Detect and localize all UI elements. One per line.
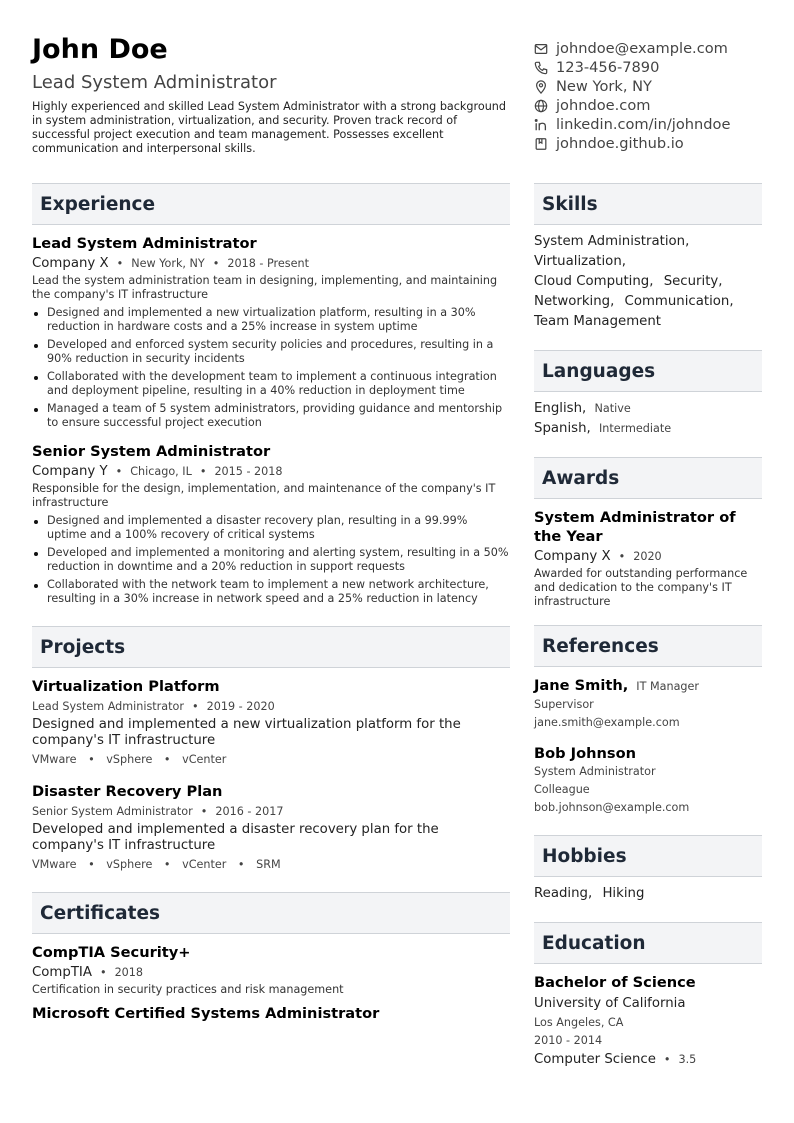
project-tag: VMware — [32, 753, 77, 766]
job-meta — [32, 464, 510, 480]
certificate-description: Certification in security practices and risk management — [32, 983, 344, 996]
contact-github-text: johndoe.github.io — [556, 135, 684, 152]
project-description: Designed and implemented a new virtualization platform for the company's IT infrastructure — [32, 717, 461, 748]
project-meta — [32, 804, 510, 820]
separator-dot: • — [88, 753, 95, 766]
skill-item: Communication, — [624, 294, 734, 309]
job-dates: 2018 - Present — [227, 257, 309, 270]
skill-item: Security, — [663, 274, 723, 289]
project-description: Developed and implemented a disaster recovery plan for the company's IT infrastructure — [32, 822, 439, 853]
map-pin-icon — [534, 80, 548, 94]
bookmark-icon — [534, 137, 548, 151]
awards-heading: Awards — [534, 457, 762, 499]
certificate-title: Microsoft Certified Systems Administrator — [32, 1005, 380, 1022]
project-role: Lead System Administrator — [32, 700, 184, 713]
profile-summary: Highly experienced and skilled Lead System Administrator with a strong background in system administration, virtualization, and security. Proven track record of successful project execution and team management. Possesses excellent communication and interpersonal skills. — [32, 100, 506, 155]
separator-dot: • — [199, 465, 207, 478]
education-degree: Bachelor of Science — [534, 974, 696, 991]
contact-location-text: New York, NY — [556, 78, 652, 95]
reference-relation: Colleague — [534, 783, 590, 796]
certificate-entry — [32, 944, 510, 997]
project-tag: vCenter — [182, 753, 227, 766]
project-tag: VMware — [32, 858, 77, 871]
project-tag: vCenter — [182, 858, 227, 871]
reference-name: Jane Smith, — [534, 677, 629, 694]
certificate-issuer: CompTIA — [32, 965, 92, 980]
award-issuer: Company X — [534, 549, 611, 564]
education-field: Computer Science — [534, 1052, 656, 1067]
separator-dot: • — [212, 257, 220, 270]
job-bullets — [32, 306, 510, 430]
language-item — [534, 419, 762, 439]
education-entry — [534, 974, 762, 1068]
globe-icon — [534, 99, 548, 113]
resume-header — [32, 34, 510, 156]
job-summary: Lead the system administration team in designing, implementing, and maintaining the company's IT infrastructure — [32, 274, 498, 301]
job-location: New York, NY — [131, 257, 205, 270]
education-gpa: 3.5 — [678, 1053, 697, 1066]
right-column — [534, 183, 762, 1068]
job-bullet: Designed and implemented a new virtualization platform, resulting in a 30% reduction in hardware costs and a 25% increase in system uptime — [32, 306, 510, 334]
job-company: Company Y — [32, 464, 108, 479]
project-entry — [32, 678, 510, 768]
job-title: Senior System Administrator — [32, 443, 271, 460]
project-title: Virtualization Platform — [32, 678, 220, 695]
certificates-heading: Certificates — [32, 892, 510, 934]
education-heading: Education — [534, 922, 762, 964]
reference-email[interactable]: bob.johnson@example.com — [534, 801, 690, 814]
job-bullet: Designed and implemented a disaster recovery plan, resulting in a 99.99% uptime and a 100% recovery of critical systems — [32, 514, 510, 542]
contact-list — [534, 39, 784, 153]
reference-position: IT Manager — [636, 680, 700, 693]
candidate-role: Lead System Administrator — [32, 72, 277, 93]
award-title: System Administrator of the Year — [534, 509, 736, 545]
job-bullet: Developed and implemented a monitoring and alerting system, resulting in a 50% reduction in downtime and a 20% reduction in support requests — [32, 546, 510, 574]
hobby-item: Reading, — [534, 886, 593, 901]
skills-list — [534, 232, 762, 332]
contact-location — [534, 77, 784, 96]
reference-entry — [534, 677, 762, 732]
skill-item: Virtualization, — [534, 254, 626, 269]
language-name: Spanish, — [534, 421, 591, 436]
hobbies-heading: Hobbies — [534, 835, 762, 877]
job-title: Lead System Administrator — [32, 235, 257, 252]
contact-linkedin-text: linkedin.com/in/johndoe — [556, 116, 731, 133]
certificate-entry — [32, 1005, 510, 1023]
skills-heading: Skills — [534, 183, 762, 225]
contact-github[interactable] — [534, 134, 784, 153]
job-bullet: Collaborated with the development team to implement a continuous integration and deployment pipeline, resulting in a 40% reduction in deployment time — [32, 370, 510, 398]
reference-entry — [534, 745, 762, 817]
project-dates: 2016 - 2017 — [215, 805, 284, 818]
project-meta — [32, 699, 510, 715]
references-heading: References — [534, 625, 762, 667]
separator-dot: • — [191, 700, 199, 713]
project-tags — [32, 857, 510, 873]
project-tag: vSphere — [106, 858, 153, 871]
experience-entry — [32, 443, 510, 606]
contact-email-text: johndoe@example.com — [556, 40, 728, 57]
project-role: Senior System Administrator — [32, 805, 193, 818]
certificate-year: 2018 — [114, 966, 144, 979]
job-location: Chicago, IL — [130, 465, 192, 478]
award-year: 2020 — [633, 550, 662, 563]
education-dates: 2010 - 2014 — [534, 1034, 603, 1047]
project-entry — [32, 783, 510, 873]
job-summary: Responsible for the design, implementation, and maintenance of the company's IT infrastructure — [32, 482, 496, 509]
job-bullets — [32, 514, 510, 606]
certificate-title: CompTIA Security+ — [32, 944, 191, 961]
candidate-name: John Doe — [32, 34, 168, 65]
separator-dot: • — [116, 257, 124, 270]
job-dates: 2015 - 2018 — [214, 465, 283, 478]
separator-dot: • — [663, 1053, 671, 1066]
contact-phone-text: 123-456-7890 — [556, 59, 660, 76]
separator-dot: • — [163, 858, 171, 871]
separator-dot: • — [163, 753, 171, 766]
hobbies-list — [534, 884, 762, 904]
job-meta — [32, 256, 510, 272]
project-tags — [32, 752, 510, 768]
job-company: Company X — [32, 256, 109, 271]
award-meta — [534, 549, 762, 565]
mail-icon — [534, 42, 548, 56]
contact-website-text: johndoe.com — [556, 97, 651, 114]
award-entry — [534, 508, 762, 609]
language-name: English, — [534, 401, 587, 416]
project-tag: vSphere — [106, 753, 153, 766]
reference-email[interactable]: jane.smith@example.com — [534, 716, 680, 729]
contact-linkedin[interactable] — [534, 115, 784, 134]
experience-heading: Experience — [32, 183, 510, 225]
project-dates: 2019 - 2020 — [206, 700, 275, 713]
skill-item: System Administration, — [534, 234, 690, 249]
left-column — [32, 183, 510, 1023]
job-bullet: Developed and enforced system security policies and procedures, resulting in a 90% reduction in security incidents — [32, 338, 510, 366]
language-item — [534, 399, 762, 419]
contact-website[interactable] — [534, 96, 784, 115]
job-bullet: Collaborated with the network team to implement a new network architecture, resulting in a 30% increase in network speed and a 25% reduction in latency — [32, 578, 510, 606]
certificate-meta — [32, 965, 510, 981]
skill-item: Networking, — [534, 294, 615, 309]
languages-heading: Languages — [534, 350, 762, 392]
language-level: Intermediate — [598, 422, 672, 435]
education-school: University of California — [534, 996, 686, 1011]
projects-heading: Projects — [32, 626, 510, 668]
separator-dot: • — [88, 858, 95, 871]
project-tag: SRM — [256, 858, 281, 871]
reference-header — [534, 677, 762, 696]
skill-item: Team Management — [534, 314, 661, 329]
award-description: Awarded for outstanding performance and dedication to the company's IT infrastructure — [534, 567, 748, 608]
separator-dot: • — [99, 966, 107, 979]
education-field-row — [534, 1052, 762, 1068]
languages-list — [534, 399, 762, 439]
project-title: Disaster Recovery Plan — [32, 783, 223, 800]
language-level: Native — [594, 402, 631, 415]
education-location: Los Angeles, CA — [534, 1016, 624, 1029]
hobby-item: Hiking — [602, 886, 645, 901]
experience-entry — [32, 235, 510, 430]
contact-email[interactable] — [534, 39, 784, 58]
skill-item: Cloud Computing, — [534, 274, 654, 289]
separator-dot: • — [115, 465, 123, 478]
separator-dot: • — [200, 805, 208, 818]
separator-dot: • — [237, 858, 245, 871]
separator-dot: • — [618, 550, 626, 563]
job-bullet: Managed a team of 5 system administrators, providing guidance and mentorship to ensure successful project execution — [32, 402, 510, 430]
reference-name: Bob Johnson — [534, 745, 637, 762]
contact-phone[interactable] — [534, 58, 784, 77]
reference-relation: Supervisor — [534, 698, 594, 711]
phone-icon — [534, 61, 548, 75]
linkedin-icon — [534, 118, 548, 132]
reference-position: System Administrator — [534, 765, 656, 778]
